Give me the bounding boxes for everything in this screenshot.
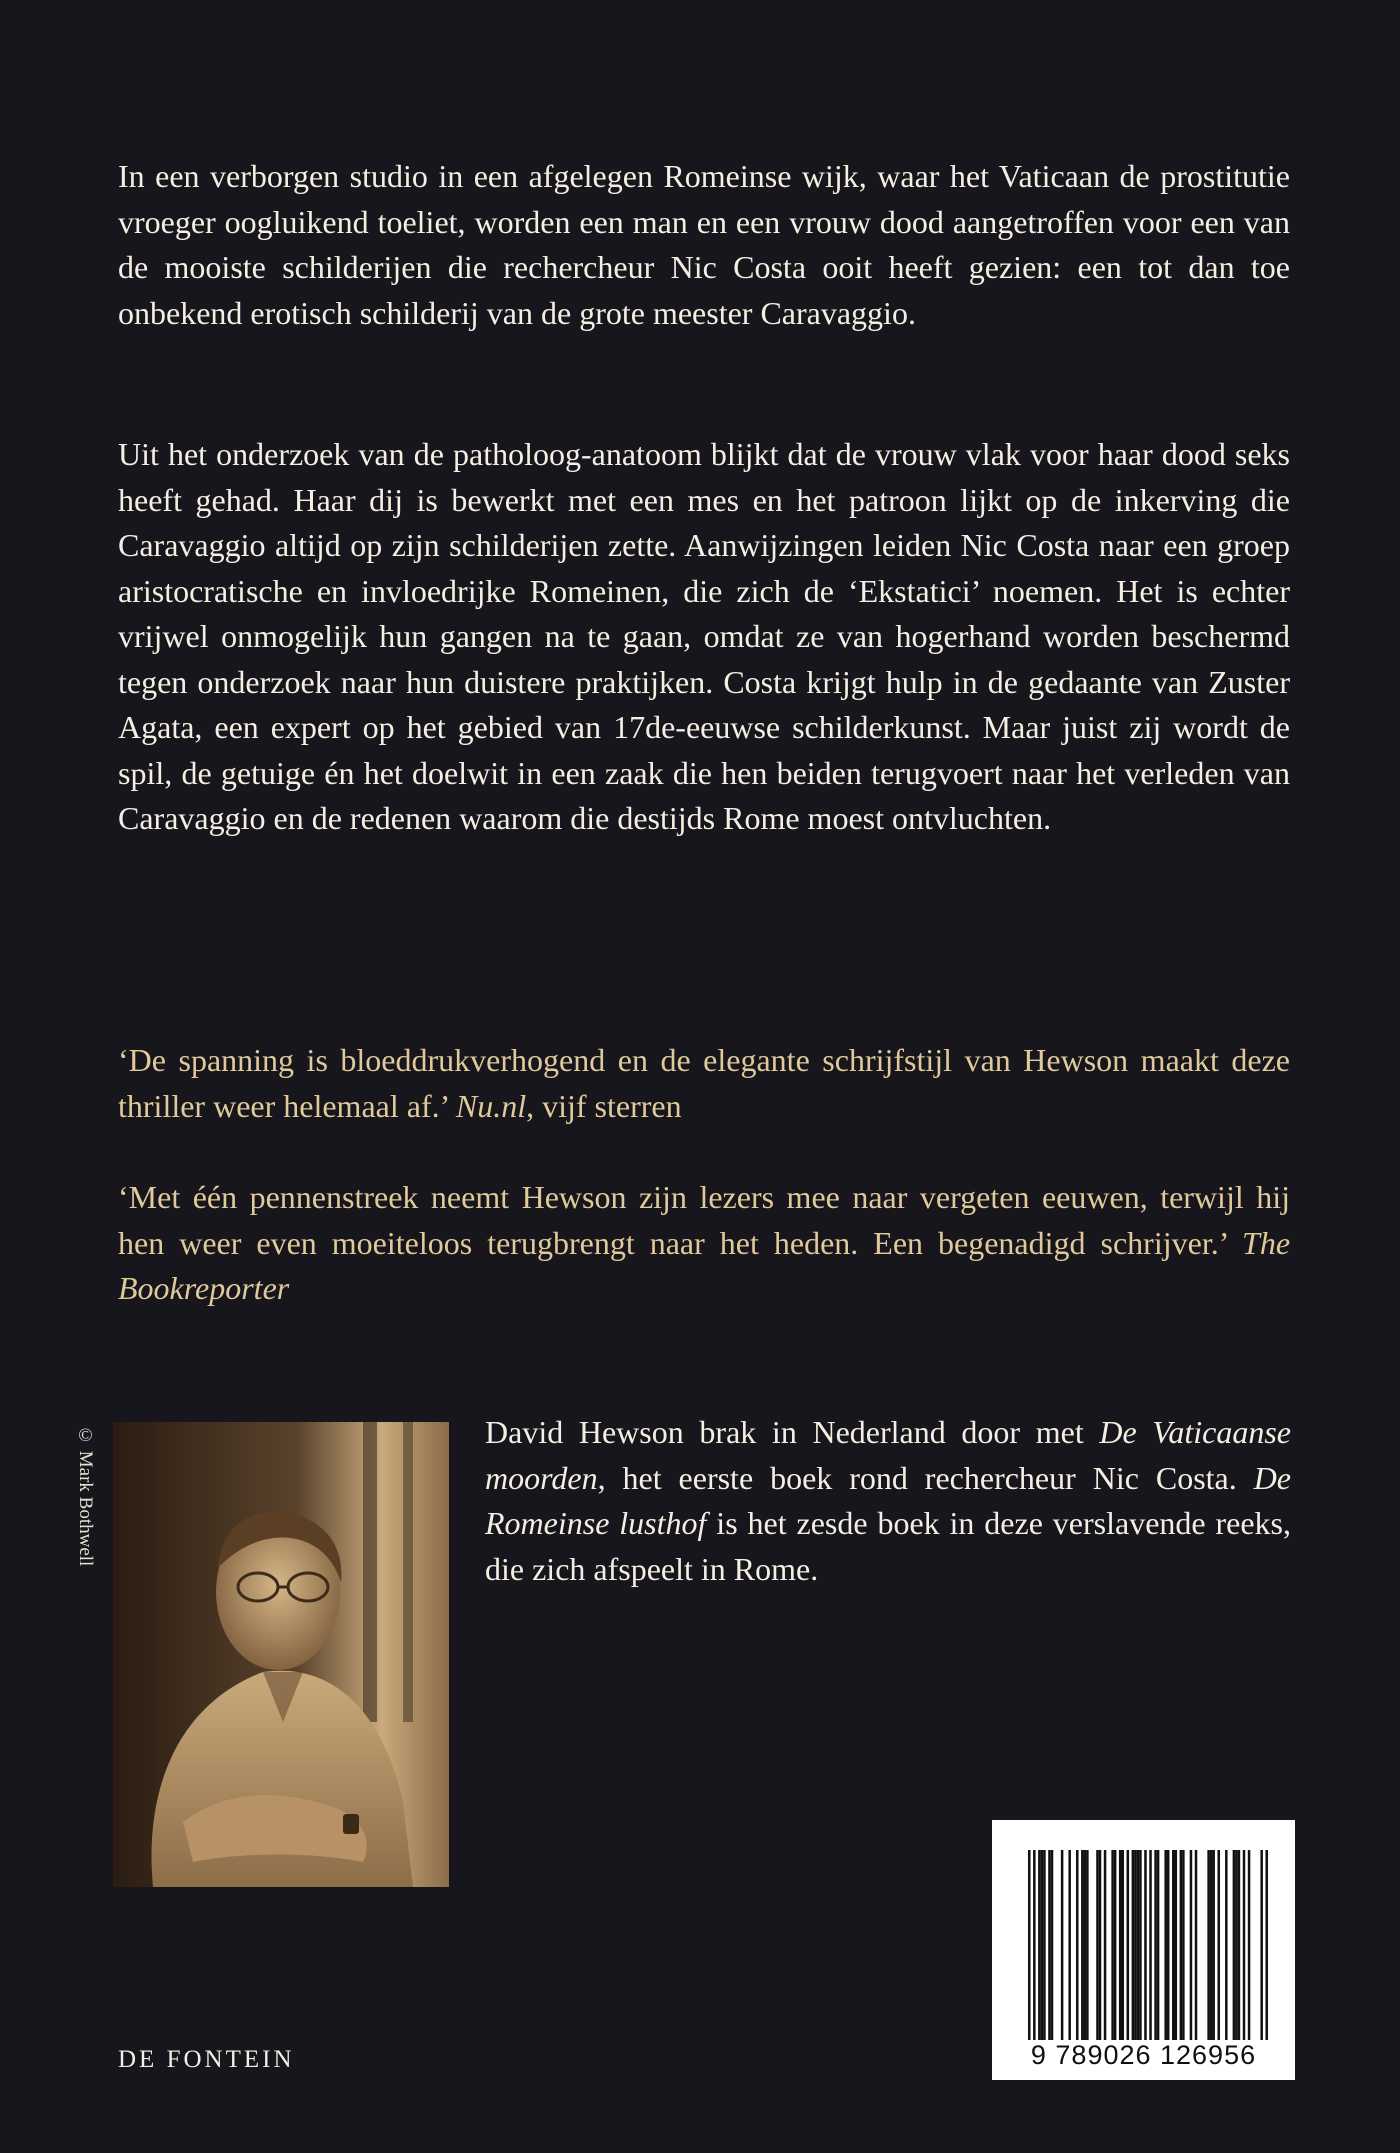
author-bio	[485, 1410, 1291, 1592]
barcode-bar	[1190, 1850, 1193, 2040]
barcode-bar	[1041, 1850, 1044, 2040]
barcode-bar	[1084, 1850, 1087, 2040]
barcode-bar	[1149, 1850, 1152, 2040]
review-quote-1-suffix: , vijf sterren	[526, 1087, 682, 1124]
review-quote-2	[118, 1175, 1290, 1312]
barcode-bar	[1233, 1850, 1236, 2040]
barcode-bar	[1265, 1850, 1268, 2040]
barcode-bar	[1248, 1850, 1251, 2040]
barcode-bar	[1048, 1850, 1051, 2040]
review-quote-1-source: Nu.nl	[455, 1087, 527, 1124]
barcode-bar	[1099, 1850, 1102, 2040]
barcode-bar	[1212, 1850, 1215, 2040]
blurb-paragraph-2-text: Uit het onderzoek van de patholoog-anatoom blijkt dat de vrouw vlak voor haar dood seks heeft gehad. Haar dij is bewerkt met een mes en het patroon lijkt op de inkerving die Caravaggio altijd op zijn schilderijen zette. Aanwijzingen leiden Nic Costa naar een groep aristocratische en invloedrijke Romeinen, die zich de ‘Ekstatici’ noemen. Het is echter vrijwel onmogelijk hun gangen na te gaan, omdat ze van hogerhand worden beschermd tegen onderzoek naar hun duistere praktijken. Costa krijgt hulp in de gedaante van Zuster Agata, een expert op het gebied van 17de-eeuwse schilderkunst. Maar juist zij wordt de spil, de getuige én het doelwit in een zaak die hen beiden terugvoert naar het verleden van Caravaggio en de redenen waarom die destijds Rome moest ontvluchten.	[118, 436, 1290, 836]
review-quote-2-source: The Bookreporter	[118, 1224, 1291, 1306]
barcode-bar	[1210, 1850, 1213, 2040]
barcode-bar	[1207, 1850, 1210, 2040]
blurb-paragraph-1-text: In een verborgen studio in een afgelegen Romeinse wijk, waar het Vaticaan de prostitutie vroeger oogluikend toeliet, worden een man en een vrouw dood aangetroffen voor een van de mooiste schilderijen die rechercheur Nic Costa ooit heeft gezien: een tot dan toe onbekend erotisch schilderij van de grote meester Caravaggio.	[118, 158, 1290, 331]
barcode-bar	[1061, 1850, 1064, 2040]
publisher-name: DE FONTEIN	[118, 2046, 295, 2073]
review-quote-2-text: ‘Met één pennenstreek neemt Hewson zijn lezers mee naar vergeten eeuwen, terwijl hij hen weer even moeiteloos terugbrengt naar het heden. Een begenadigd schrijver.’	[118, 1179, 1290, 1261]
author-bio-book-title-1: De Vaticaanse moorden	[485, 1414, 1292, 1496]
barcode-bar	[1104, 1850, 1107, 2040]
barcode-bar	[1076, 1850, 1079, 2040]
barcode-graphic	[1028, 1850, 1268, 2040]
barcode-bar	[1139, 1850, 1142, 2040]
barcode-bars	[1028, 1850, 1268, 2040]
author-portrait-image	[113, 1422, 449, 1887]
author-bio-text	[485, 1410, 1291, 1592]
barcode-bar	[1121, 1850, 1124, 2040]
blurb-paragraph-2	[118, 432, 1290, 842]
barcode-bar	[1043, 1850, 1046, 2040]
review-quote-1	[118, 1038, 1290, 1129]
barcode-bar	[1260, 1850, 1263, 2040]
author-bio-book-title-2: De Romeinse lusthof	[485, 1459, 1291, 1541]
photo-credit: © Mark Bothwell	[75, 1425, 96, 1567]
barcode-bar	[1157, 1850, 1160, 2040]
barcode-bar	[1081, 1850, 1084, 2040]
isbn-number: 9 789026 126956	[1030, 2040, 1257, 2070]
barcode-bar	[1238, 1850, 1241, 2040]
author-photo	[113, 1422, 449, 1887]
barcode-bar	[1028, 1850, 1031, 2040]
blurb-paragraph-1	[118, 154, 1290, 336]
barcode-bar	[1182, 1850, 1185, 2040]
barcode-bar	[1068, 1850, 1071, 2040]
barcode-bar	[1217, 1850, 1220, 2040]
barcode-bar	[1114, 1850, 1117, 2040]
barcode-bar	[1096, 1850, 1099, 2040]
barcode-bar	[1225, 1850, 1228, 2040]
barcode-bar	[1175, 1850, 1178, 2040]
barcode-bar	[1127, 1850, 1130, 2040]
barcode-bar	[1172, 1850, 1175, 2040]
barcode-bar	[1144, 1850, 1147, 2040]
barcode-bar	[1086, 1850, 1089, 2040]
isbn-barcode	[992, 1820, 1295, 2080]
barcode-bar	[1119, 1850, 1122, 2040]
barcode-bar	[1038, 1850, 1041, 2040]
review-quote-1-text: ‘De spanning is bloeddrukverhogend en de elegante schrijfstijl van Hewson maakt deze thriller weer helemaal af.’	[118, 1042, 1290, 1124]
barcode-bar	[1154, 1850, 1157, 2040]
barcode-bar	[1033, 1850, 1036, 2040]
barcode-bar	[1111, 1850, 1114, 2040]
barcode-bar	[1051, 1850, 1054, 2040]
barcode-bar	[1180, 1850, 1183, 2040]
barcode-bar	[1243, 1850, 1246, 2040]
barcode-bar	[1137, 1850, 1140, 2040]
author-bio-part-1: David Hewson brak in Nederland door met	[485, 1414, 1100, 1450]
author-bio-part-2: , het eerste boek rond rechercheur Nic Costa.	[597, 1459, 1254, 1496]
barcode-bar	[1235, 1850, 1238, 2040]
author-bio-part-3: is het zesde boek in deze verslavende reeks, die zich afspeelt in Rome.	[485, 1505, 1292, 1587]
barcode-bar	[1167, 1850, 1170, 2040]
barcode-bar	[1195, 1850, 1198, 2040]
barcode-bar	[1164, 1850, 1167, 2040]
barcode-bar	[1134, 1850, 1137, 2040]
barcode-bar	[1132, 1850, 1135, 2040]
